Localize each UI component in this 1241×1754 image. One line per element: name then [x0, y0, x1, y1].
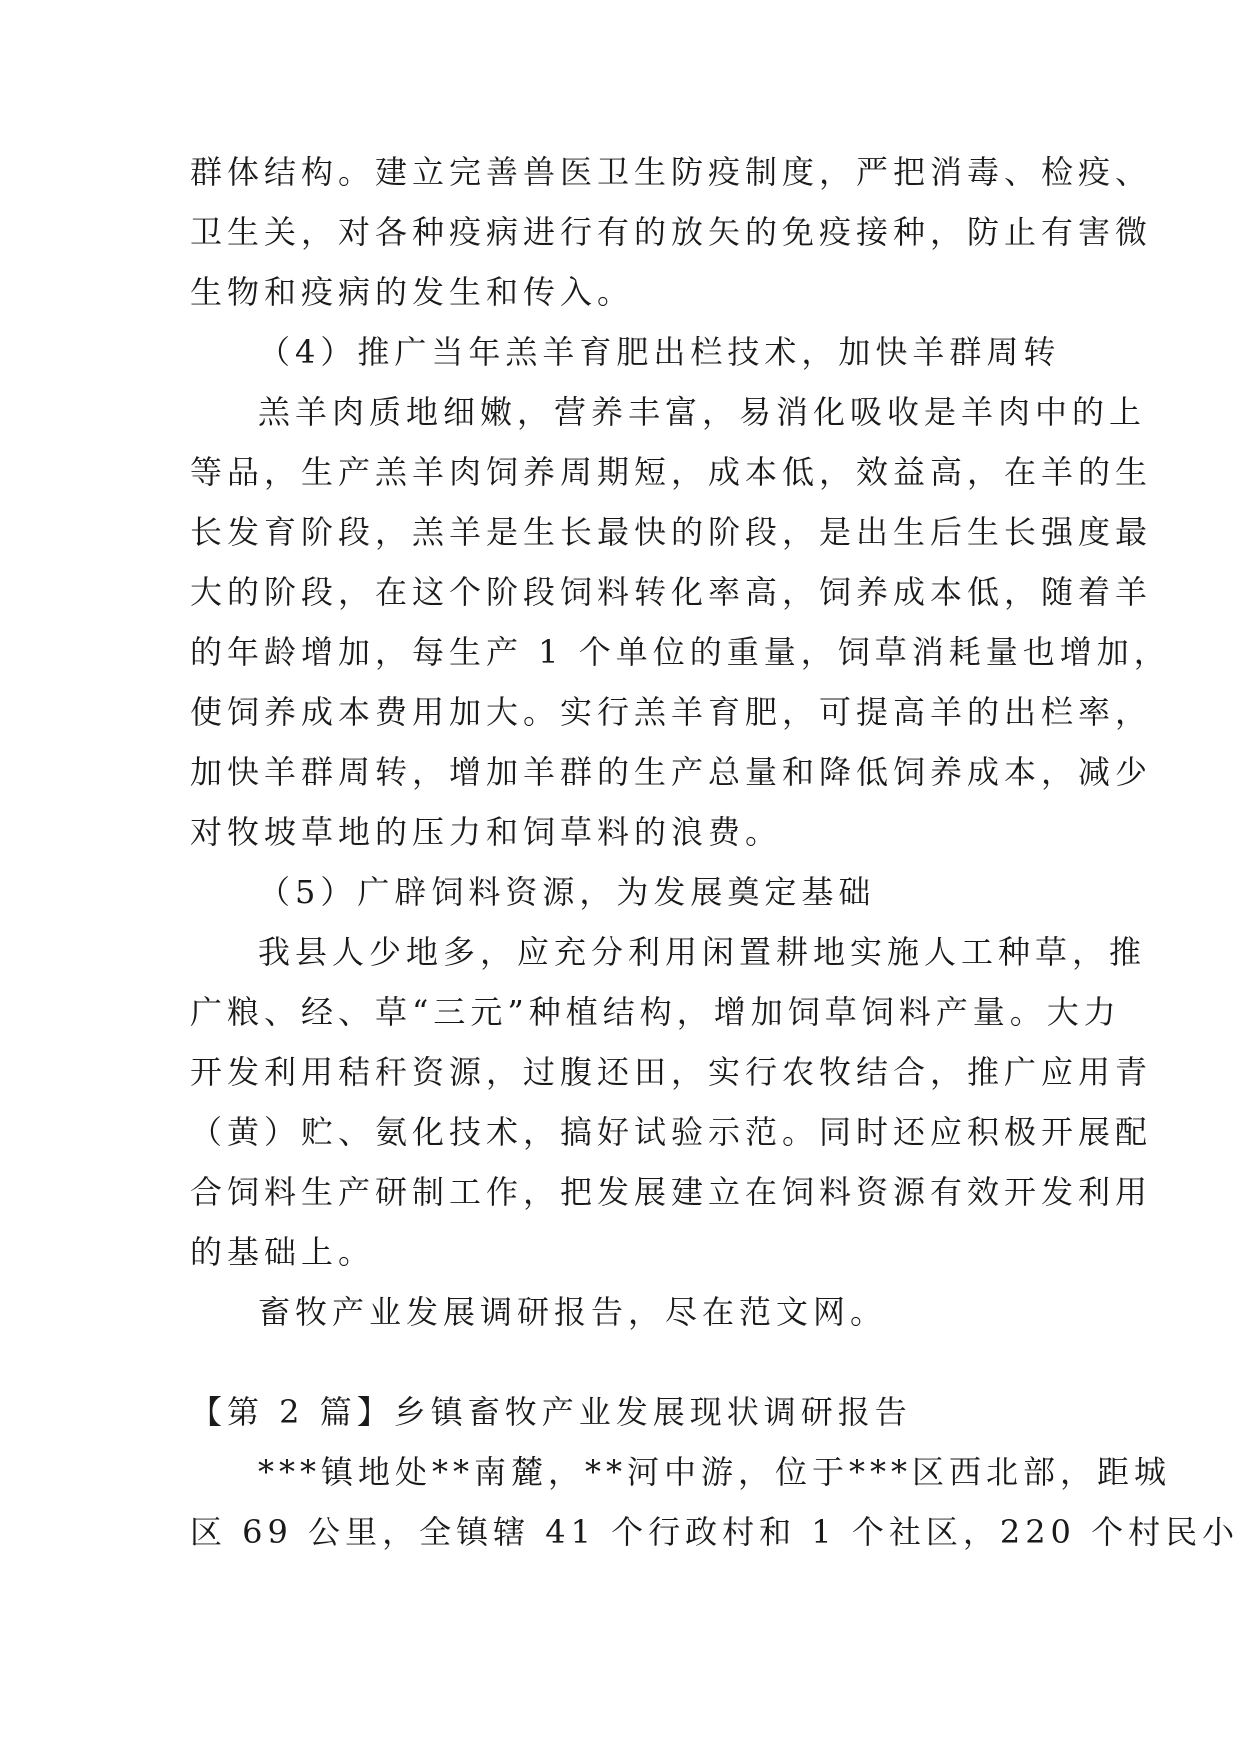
section-heading: （4）推广当年羔羊育肥出栏技术，加快羊群周转 — [258, 333, 1061, 371]
paragraph-line: 生物和疫病的发生和传入。 — [190, 273, 635, 311]
paragraph-line: 大的阶段，在这个阶段饲料转化率高，饲养成本低，随着羊 — [190, 573, 1153, 611]
paragraph-line: 的基础上。 — [190, 1233, 376, 1271]
paragraph-line: 群体结构。建立完善兽医卫生防疫制度，严把消毒、检疫、 — [190, 153, 1153, 191]
paragraph-line: （黄）贮、氨化技术，搞好试验示范。同时还应积极开展配 — [190, 1113, 1153, 1151]
paragraph-line: 合饲料生产研制工作，把发展建立在饲料资源有效开发利用 — [190, 1173, 1153, 1211]
paragraph-line: 对牧坡草地的压力和饲草料的浪费。 — [190, 813, 783, 851]
paragraph-line: 我县人少地多，应充分利用闲置耕地实施人工种草，推 — [258, 933, 1147, 971]
section-heading: （5）广辟饲料资源，为发展奠定基础 — [258, 873, 876, 911]
paragraph-line: 开发利用秸秆资源，过腹还田，实行农牧结合，推广应用青 — [190, 1053, 1153, 1091]
paragraph-line: 区 69 公里，全镇辖 41 个行政村和 1 个社区，220 个村民小 — [190, 1513, 1240, 1551]
paragraph-line: 卫生关，对各种疫病进行有的放矢的免疫接种，防止有害微 — [190, 213, 1153, 251]
paragraph-line: 广粮、经、草“三元”种植结构，增加饲草饲料产量。大力 — [190, 993, 1121, 1031]
paragraph-line: ***镇地处**南麓，**河中游，位于***区西北部，距城 — [258, 1453, 1172, 1491]
article-title: 【第 2 篇】乡镇畜牧产业发展现状调研报告 — [190, 1393, 912, 1431]
paragraph-line: 加快羊群周转，增加羊群的生产总量和降低饲养成本，减少 — [190, 753, 1153, 791]
paragraph-line: 长发育阶段，羔羊是生长最快的阶段，是出生后生长强度最 — [190, 513, 1153, 551]
paragraph-line: 畜牧产业发展调研报告，尽在范文网。 — [258, 1293, 888, 1331]
paragraph-line: 等品，生产羔羊肉饲养周期短，成本低，效益高，在羊的生 — [190, 453, 1153, 491]
paragraph-line: 的年龄增加，每生产 1 个单位的重量，饲草消耗量也增加， — [190, 633, 1171, 671]
paragraph-line: 使饲养成本费用加大。实行羔羊育肥，可提高羊的出栏率， — [190, 693, 1153, 731]
paragraph-line: 羔羊肉质地细嫩，营养丰富，易消化吸收是羊肉中的上 — [258, 393, 1147, 431]
